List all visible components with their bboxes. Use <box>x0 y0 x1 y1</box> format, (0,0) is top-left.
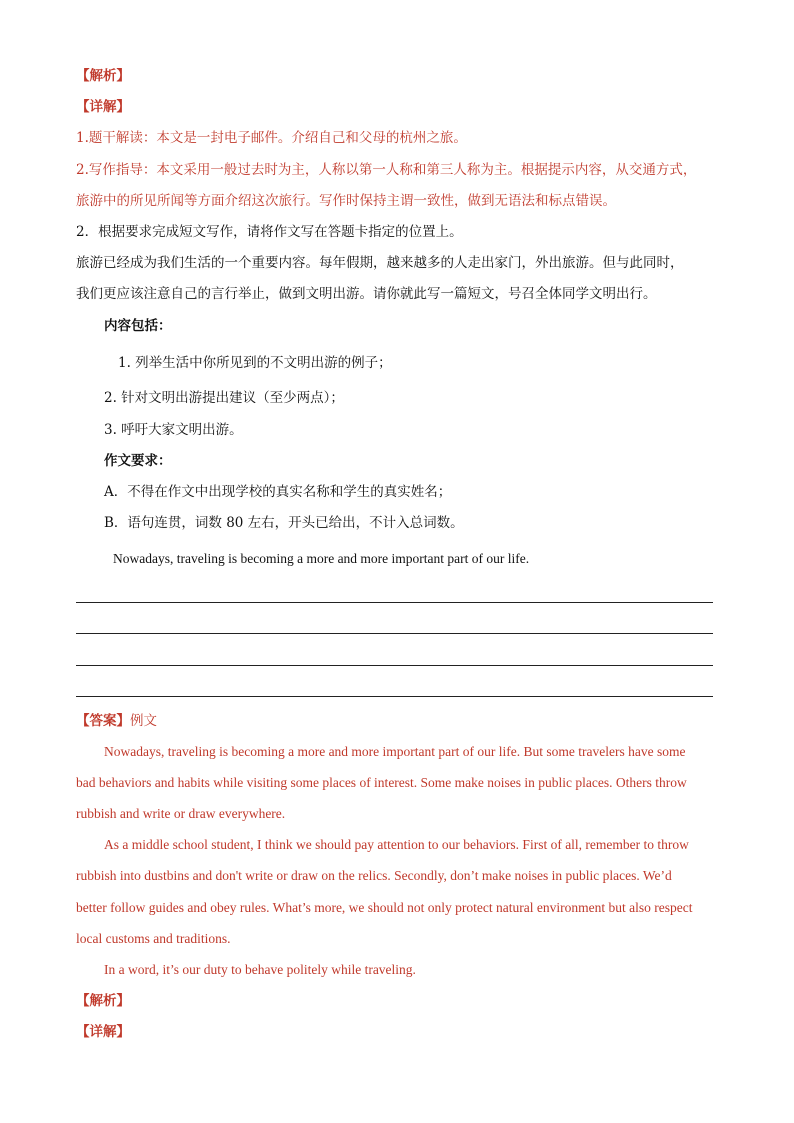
analysis-label-2: 【解析】 <box>76 993 130 1009</box>
analysis-label: 【解析】 <box>76 68 130 84</box>
content-heading: 内容包括： <box>104 318 172 334</box>
writing-line <box>76 665 713 666</box>
task-intro-line-2: 我们更应该注意自己的言行举止，做到文明出游。请你就此写一篇短文，号召全体同学文明出行。 <box>76 286 657 302</box>
analysis-paragraph-2-line-2: 旅游中的所见所闻等方面介绍这次旅行。写作时保持主谓一致性，做到无语法和标点错误。 <box>76 193 616 209</box>
requirement-a: A．不得在作文中出现学校的真实名称和学生的真实姓名； <box>104 484 452 500</box>
writing-line <box>76 633 713 634</box>
answer-label: 【答案】 <box>76 713 130 729</box>
essay-opening-sentence: Nowadays, traveling is becoming a more and more important part of our life. <box>113 551 530 566</box>
analysis-paragraph-2-line-1: 2.写作指导：本文采用一般过去时为主，人称以第一人称和第三人称为主。根据提示内容，从交通方式， <box>76 162 697 178</box>
answer-line-6: better follow guides and obey rules. What’s more, we should not only protect natural environment but also respect <box>76 900 693 915</box>
answer-heading <box>76 711 157 731</box>
detail-label: 【详解】 <box>76 99 130 115</box>
content-item-2: 2. 针对文明出游提出建议（至少两点）； <box>104 390 344 406</box>
content-item-3: 3. 呼吁大家文明出游。 <box>104 422 243 438</box>
requirements-heading: 作文要求： <box>104 453 172 469</box>
answer-label-suffix: 例文 <box>130 713 157 729</box>
detail-label-2: 【详解】 <box>76 1024 130 1040</box>
answer-line-2: bad behaviors and habits while visiting some places of interest. Some make noises in public places. Others throw <box>76 775 687 790</box>
answer-line-3: rubbish and write or draw everywhere. <box>76 806 286 821</box>
task-instruction: 2．根据要求完成短文写作，请将作文写在答题卡指定的位置上。 <box>76 224 463 240</box>
answer-line-5: rubbish into dustbins and don't write or draw on the relics. Secondly, don’t make noises in public places. We’d <box>76 868 672 883</box>
answer-line-4: As a middle school student, I think we should pay attention to our behaviors. First of all, remember to throw <box>104 837 689 852</box>
writing-line <box>76 696 713 697</box>
writing-line <box>76 602 713 603</box>
answer-line-1: Nowadays, traveling is becoming a more and more important part of our life. But some travelers have some <box>104 744 686 759</box>
task-intro-line-1: 旅游已经成为我们生活的一个重要内容。每年假期，越来越多的人走出家门，外出旅游。但与此同时， <box>76 255 684 271</box>
requirement-b: B．语句连贯，词数 80 左右，开头已给出，不计入总词数。 <box>104 515 464 531</box>
analysis-paragraph-1: 1.题干解读：本文是一封电子邮件。介绍自己和父母的杭州之旅。 <box>76 130 467 146</box>
answer-line-8: In a word, it’s our duty to behave politely while traveling. <box>104 962 416 977</box>
answer-line-7: local customs and traditions. <box>76 931 231 946</box>
content-item-1: 1. 列举生活中你所见到的不文明出游的例子； <box>118 355 392 371</box>
